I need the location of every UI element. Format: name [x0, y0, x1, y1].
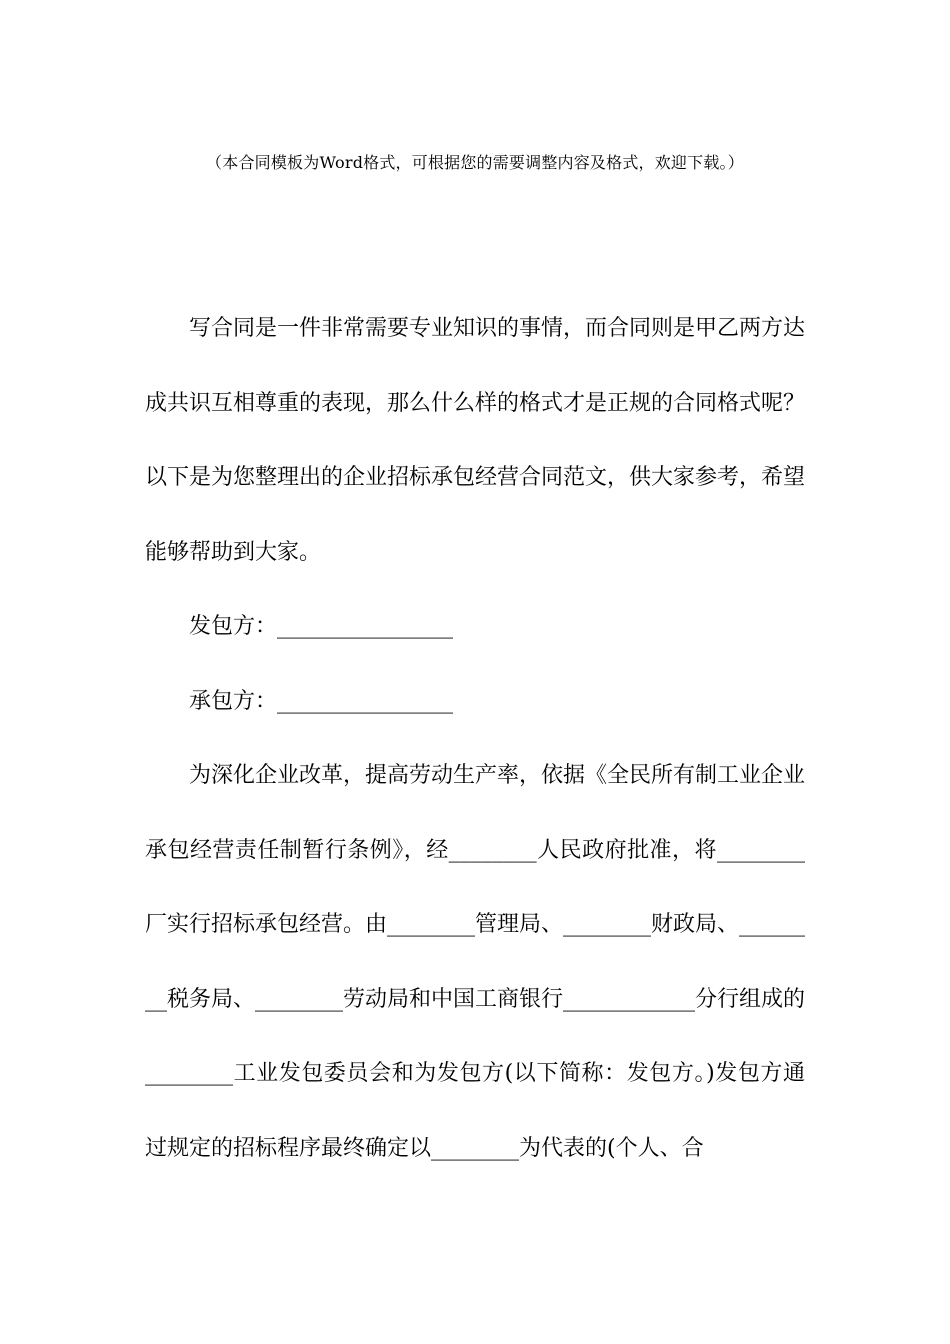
document-body: [145, 292, 805, 1186]
employer-line: 发包方：________________: [189, 614, 454, 639]
clause-paragraph: 为深化企业改革，提高劳动生产率，依据《全民所有制工业企业承包经营责任制暂行条例》，经________人民政府批准，将________厂实行招标承包经营。由________管理局、________财政局、________税务局、________劳动局和中国工商银行____________分行组成的________工业发包委员会和为发包方(以下简称：发包方。)发包方通过规定的招标程序最终确定以________为代表的(个人、合: [145, 763, 806, 1161]
contractor-line: 承包方：________________: [189, 688, 454, 714]
template-note: （本合同模板为Word格式，可根据您的需要调整内容及格式，欢迎下载。）: [206, 153, 744, 172]
intro-paragraph: 写合同是一件非常需要专业知识的事情，而合同则是甲乙两方达成共识互相尊重的表现，那么什么样的格式才是正规的合同格式呢？以下是为您整理出的企业招标承包经营合同范文，供大家参考，希望能够帮助到大家。: [145, 316, 806, 565]
